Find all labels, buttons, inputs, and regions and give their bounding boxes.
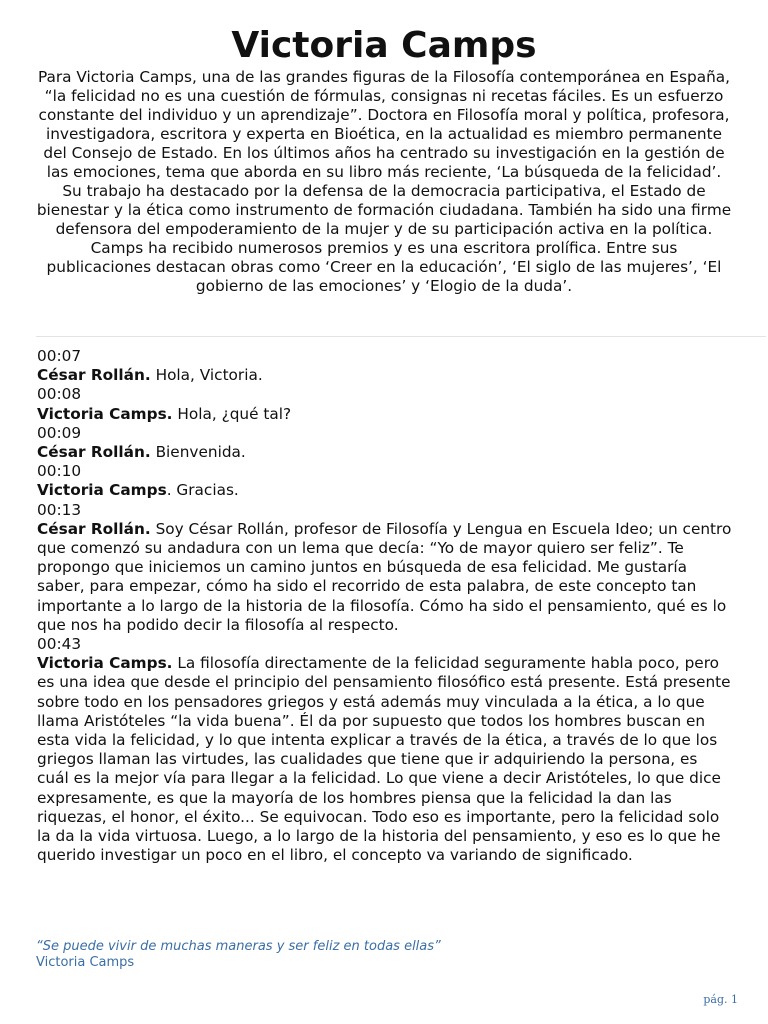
speech-text: Soy César Rollán, profesor de Filosofía y Lengua en Escuela Ideo; un centro que comenzó su andadura con un lema que decía: “Yo de mayor quiero ser feliz”. Te propongo que iniciemos un camino juntos en búsqueda de esa felicidad. Me gustaría saber, para empezar, cómo ha sido el recorrido de esta palabra, de este concepto tan importante a lo largo de la historia de la filosofía. Cómo ha sido el pensamiento, qué es lo que nos ha podido decir la filosofía al respecto.	[37, 519, 732, 634]
speech-text: Bienvenida.	[150, 443, 246, 462]
timestamp: 00:13	[37, 500, 82, 519]
transcript-entry	[37, 501, 733, 635]
transcript-entry	[37, 635, 733, 865]
speaker-name: Victoria Camps	[37, 481, 167, 500]
transcript-entry	[37, 385, 733, 423]
quote-text: “Se puede vivir de muchas maneras y ser feliz en todas ellas”	[36, 939, 441, 954]
speaker-name: César Rollán.	[37, 443, 151, 462]
speech-text: La filosofía directamente de la felicidad seguramente habla poco, pero es una idea que desde el principio del pensamiento filosófico está presente. Está presente sobre todo en los pensadores griegos y está además muy vinculada a la ética, a lo que llama Aristóteles “la vida buena”. Él da por supuesto que todos los hombres buscan en esta vida la felicidad, y lo que intenta explicar a través de la ética, a través de lo que los griegos llaman las virtudes, las cualidades que tiene que ir adquiriendo la persona, es cuál es la mejor vía para llegar a la felicidad. Lo que viene a decir Aristóteles, lo que dice expresamente, es que la mayoría de los hombres piensa que la felicidad la dan las riquezas, el honor, el éxito... Se equivocan. Todo eso es importante, pero la felicidad solo la da la vida virtuosa. Luego, a lo largo de la historia del pensamiento, y eso es lo que he querido investigar un poco en el libro, el concepto va variando de significado.	[37, 654, 731, 865]
page-number: pág. 1	[703, 993, 738, 1006]
quote-author: Victoria Camps	[36, 955, 135, 970]
pull-quote	[36, 939, 736, 971]
speech-text: Hola, Victoria.	[150, 366, 263, 385]
speaker-name: César Rollán.	[37, 519, 151, 538]
interview-transcript	[37, 347, 733, 865]
transcript-entry	[37, 424, 733, 462]
timestamp: 00:10	[37, 462, 82, 481]
timestamp: 00:07	[37, 347, 82, 365]
section-divider	[36, 336, 766, 337]
speech-text: . Gracias.	[166, 481, 239, 500]
timestamp: 00:09	[37, 423, 82, 442]
speaker-name: Victoria Camps.	[37, 404, 173, 423]
speech-text: Hola, ¿qué tal?	[172, 404, 292, 423]
timestamp: 00:43	[37, 635, 82, 654]
speaker-name: César Rollán.	[37, 366, 151, 385]
transcript-entry	[37, 462, 733, 500]
transcript-entry	[37, 347, 733, 385]
timestamp: 00:08	[37, 385, 82, 404]
page-title: Victoria Camps	[231, 25, 537, 66]
intro-paragraph: Para Victoria Camps, una de las grandes figuras de la Filosofía contemporánea en España, “la felicidad no es una cuestión de fórmulas, consignas ni recetas fáciles. Es un esfuerzo constante del individuo y un aprendizaje”. Doctora en Filosofía moral y política, profesora, investigadora, escritora y experta en Bioética, en la actualidad es miembro permanente del Consejo de Estado. En los últimos años ha centrado su investigación en la gestión de las emociones, tema que aborda en su libro más reciente, ‘La búsqueda de la felicidad’. Su trabajo ha destacado por la defensa de la democracia participativa, el Estado de bienestar y la ética como instrumento de formación ciudadana. También ha sido una firme defensora del empoderamiento de la mujer y de su participación activa en la política. Camps ha recibido numerosos premios y es una escritora prolífica. Entre sus publicaciones destacan obras como ‘Creer en la educación’, ‘El siglo de las mujeres’, ‘El gobierno de las emociones’ y ‘Elogio de la duda’.	[36, 68, 732, 295]
speaker-name: Victoria Camps.	[37, 654, 173, 673]
